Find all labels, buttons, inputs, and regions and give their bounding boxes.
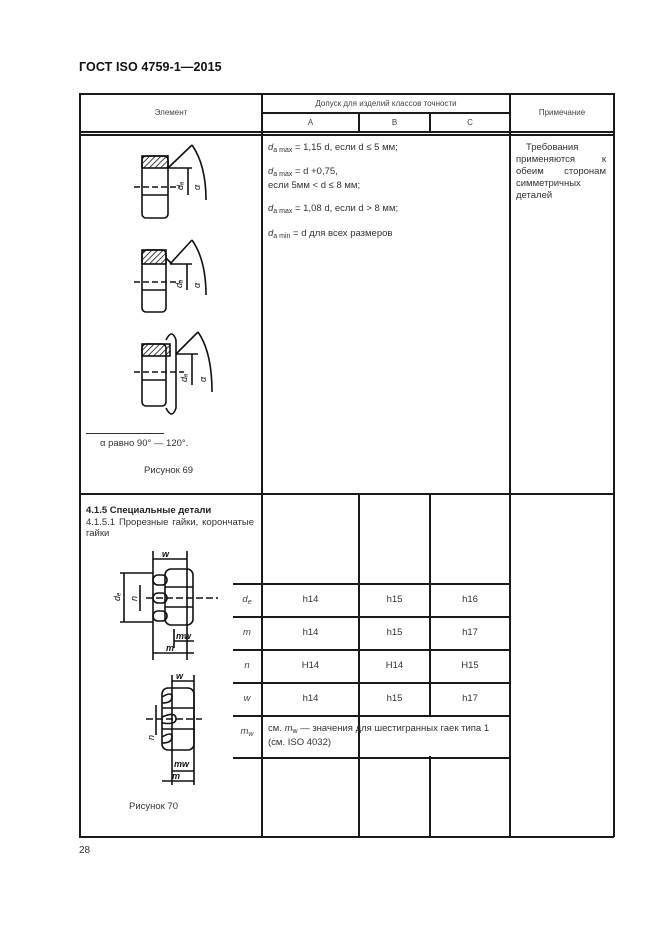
header-bottom-border-2 [79, 134, 614, 136]
svg-text:m: m [166, 643, 175, 653]
svg-text:mw: mw [174, 759, 190, 769]
svg-text:n: n [129, 595, 139, 601]
svg-text:α: α [192, 282, 202, 288]
footnote-rule [86, 433, 164, 434]
page-number: 28 [79, 845, 91, 856]
svg-text:w: w [176, 671, 184, 681]
svg-text:α: α [198, 376, 208, 382]
formula-da-max-1: $d_{a max} = 1,15$ d, если d ≤ 5 мм; [268, 142, 398, 154]
m-class-c: h17 [462, 627, 478, 638]
header-element: Элемент [154, 108, 188, 117]
header-class-c: C [467, 118, 473, 127]
col-divider-note [509, 93, 511, 837]
figure-69-footnote: α равно 90° — 120°. [100, 438, 189, 449]
svg-text:dₑ: dₑ [112, 592, 122, 601]
subrow-line-4 [233, 682, 510, 684]
figure-69-drawing [120, 140, 230, 430]
table-bottom-border [79, 836, 614, 838]
formula-da-max-2: $d_{a max} = d +0,75$, если 5мм < d ≤ 8 мм; [268, 166, 361, 191]
header-note: Примечание [538, 108, 586, 117]
n-class-c: H15 [461, 660, 479, 671]
table-left-border [79, 93, 81, 837]
de-class-a: h14 [302, 594, 319, 605]
header-class-b: B [391, 118, 398, 127]
param-w: w [243, 693, 251, 704]
de-class-b: h15 [386, 594, 403, 605]
row1-note: Требования применяются к обеим сторонам симметричных деталей [516, 142, 606, 201]
header-bottom-border [79, 131, 614, 133]
param-de: $d_e$ [242, 594, 252, 606]
svg-text:α: α [192, 184, 202, 190]
subrow-line-1 [233, 583, 510, 585]
m-class-b: h15 [386, 627, 403, 638]
svg-text:m: m [172, 771, 181, 781]
document-title: ГОСТ ISO 4759-1—2015 [79, 60, 222, 74]
subheader-divider [261, 112, 509, 114]
formula-da-min: $d_{a min} = d$ для всех размеров [268, 228, 393, 240]
figure-70-caption: Рисунок 70 [129, 801, 179, 812]
subrow-line-2 [233, 616, 510, 618]
svg-text:n: n [146, 734, 156, 740]
n-class-a: H14 [301, 660, 320, 671]
param-n: n [244, 660, 250, 671]
table-right-border [613, 93, 615, 837]
row1-bottom-border [79, 493, 614, 495]
subrow-line-6 [233, 757, 510, 759]
mw-merged-value: см. $m_w$ — значения для шестигранных гаек типа 1 (см. ISO 4032) [268, 723, 490, 748]
param-mw: $m_w$ [240, 726, 254, 738]
de-class-c: h16 [462, 594, 478, 605]
svg-text:dₐ: dₐ [175, 181, 185, 190]
header-tolerance-group: Допуск для изделий классов точности [315, 99, 457, 108]
param-m: m [243, 627, 251, 638]
figure-69-caption: Рисунок 69 [144, 465, 194, 476]
svg-text:mw: mw [176, 631, 192, 641]
svg-text:dₐ: dₐ [179, 373, 189, 382]
m-class-a: h14 [302, 627, 319, 638]
w-class-b: h15 [386, 693, 403, 704]
w-class-c: h17 [462, 693, 478, 704]
n-class-b: H14 [385, 660, 404, 671]
section-title-4-1-5: 4.1.5 Специальные детали [86, 505, 212, 516]
subrow-line-3 [233, 649, 510, 651]
subsection-4-1-5-1: 4.1.5.1 Прорезные гайки, корончатые гайки [86, 517, 254, 539]
table-top-border [79, 93, 614, 95]
col-divider-element [261, 93, 263, 837]
w-class-a: h14 [302, 693, 319, 704]
figure-70-drawing [110, 545, 235, 795]
header-class-a: A [307, 118, 314, 127]
svg-text:dₐ: dₐ [174, 279, 184, 288]
svg-text:w: w [162, 549, 170, 559]
formula-da-max-3: $d_{a max} = 1,08$ d, если d > 8 мм; [268, 203, 399, 215]
